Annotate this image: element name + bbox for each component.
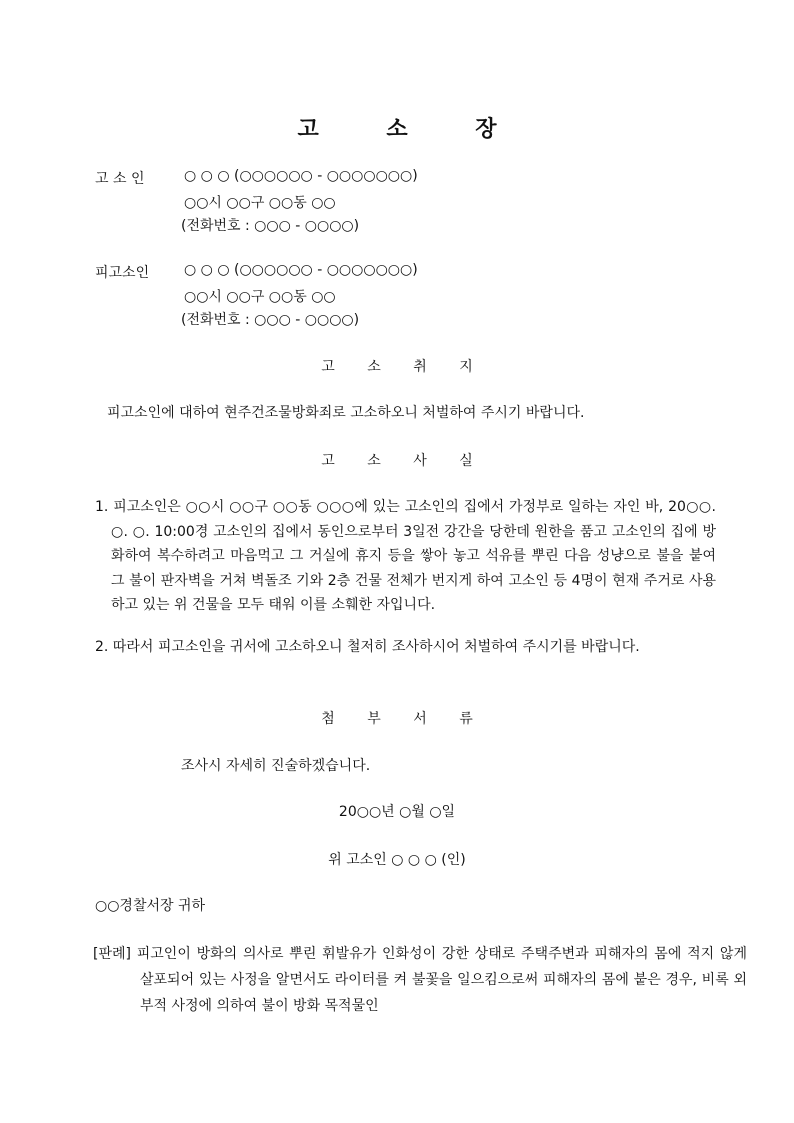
attachments-heading: 첨 부 서 류 [321,711,487,727]
precedent-note: [판례] 피고인이 방화의 의사로 뿌린 휘발유가 인화성이 강한 상태로 주택주변과 피해자의 몸에 적지 않게 살포되어 있는 사정을 알면서도 라이터를 켜 불꽃을 일으킴으로써 피해자의 몸에 붙은 경우, 비록 외부적 사정에 의하여 불이 방화 목적물인 [93,946,747,1014]
accused-name-line: ○ ○ ○ (○○○○○○ - ○○○○○○○) [184,262,418,278]
facts-item-2: 2. 따라서 피고소인을 귀서에 고소하오니 철저히 조사하시어 처벌하여 주시기를 바랍니다. [95,639,640,655]
attachments-text: 조사시 자세히 진술하겠습니다. [181,758,371,774]
complainant-address: ○○시 ○○구 ○○동 ○○ [184,195,336,211]
purpose-heading: 고 소 취 지 [321,359,487,375]
accused-label: 피고소인 [95,265,150,281]
recipient-line: ○○경찰서장 귀하 [95,898,206,914]
purpose-text: 피고소인에 대하여 현주건조물방화죄로 고소하오니 처벌하여 주시기 바랍니다. [107,405,585,421]
document-date: 20○○년 ○월 ○일 [338,804,456,820]
complainant-label: 고 소 인 [95,171,145,187]
accused-address: ○○시 ○○구 ○○동 ○○ [184,289,336,305]
accused-phone: (전화번호 : ○○○ - ○○○○) [181,312,360,328]
signature-line: 위 고소인 ○ ○ ○ (인) [328,852,466,868]
complainant-phone: (전화번호 : ○○○ - ○○○○) [181,218,360,234]
document-title: 고 소 장 [297,117,527,142]
facts-heading: 고 소 사 실 [321,453,487,469]
facts-item-1: 1. 피고소인은 ○○시 ○○구 ○○동 ○○○에 있는 고소인의 집에서 가정부로 일하는 자인 바, 20○○. ○. ○. 10:00경 고소인의 집에서 동인으로부터 3일전 강간을 당한데 원한을 품고 고소인의 집에 방화하여 복수하려고 마음먹고 그 거실에 휴지 등을 쌓아 놓고 석유를 뿌린 다음 성냥으로 불을 붙여 그 불이 판자벽을 거쳐 벽돌조 기와 2층 건물 전체가 번지게 하여 고소인 등 4명이 현재 주거로 사용하고 있는 위 건물을 모두 태워 이를 소훼한 자입니다. [95,499,716,613]
complainant-name-line: ○ ○ ○ (○○○○○○ - ○○○○○○○) [184,168,418,184]
